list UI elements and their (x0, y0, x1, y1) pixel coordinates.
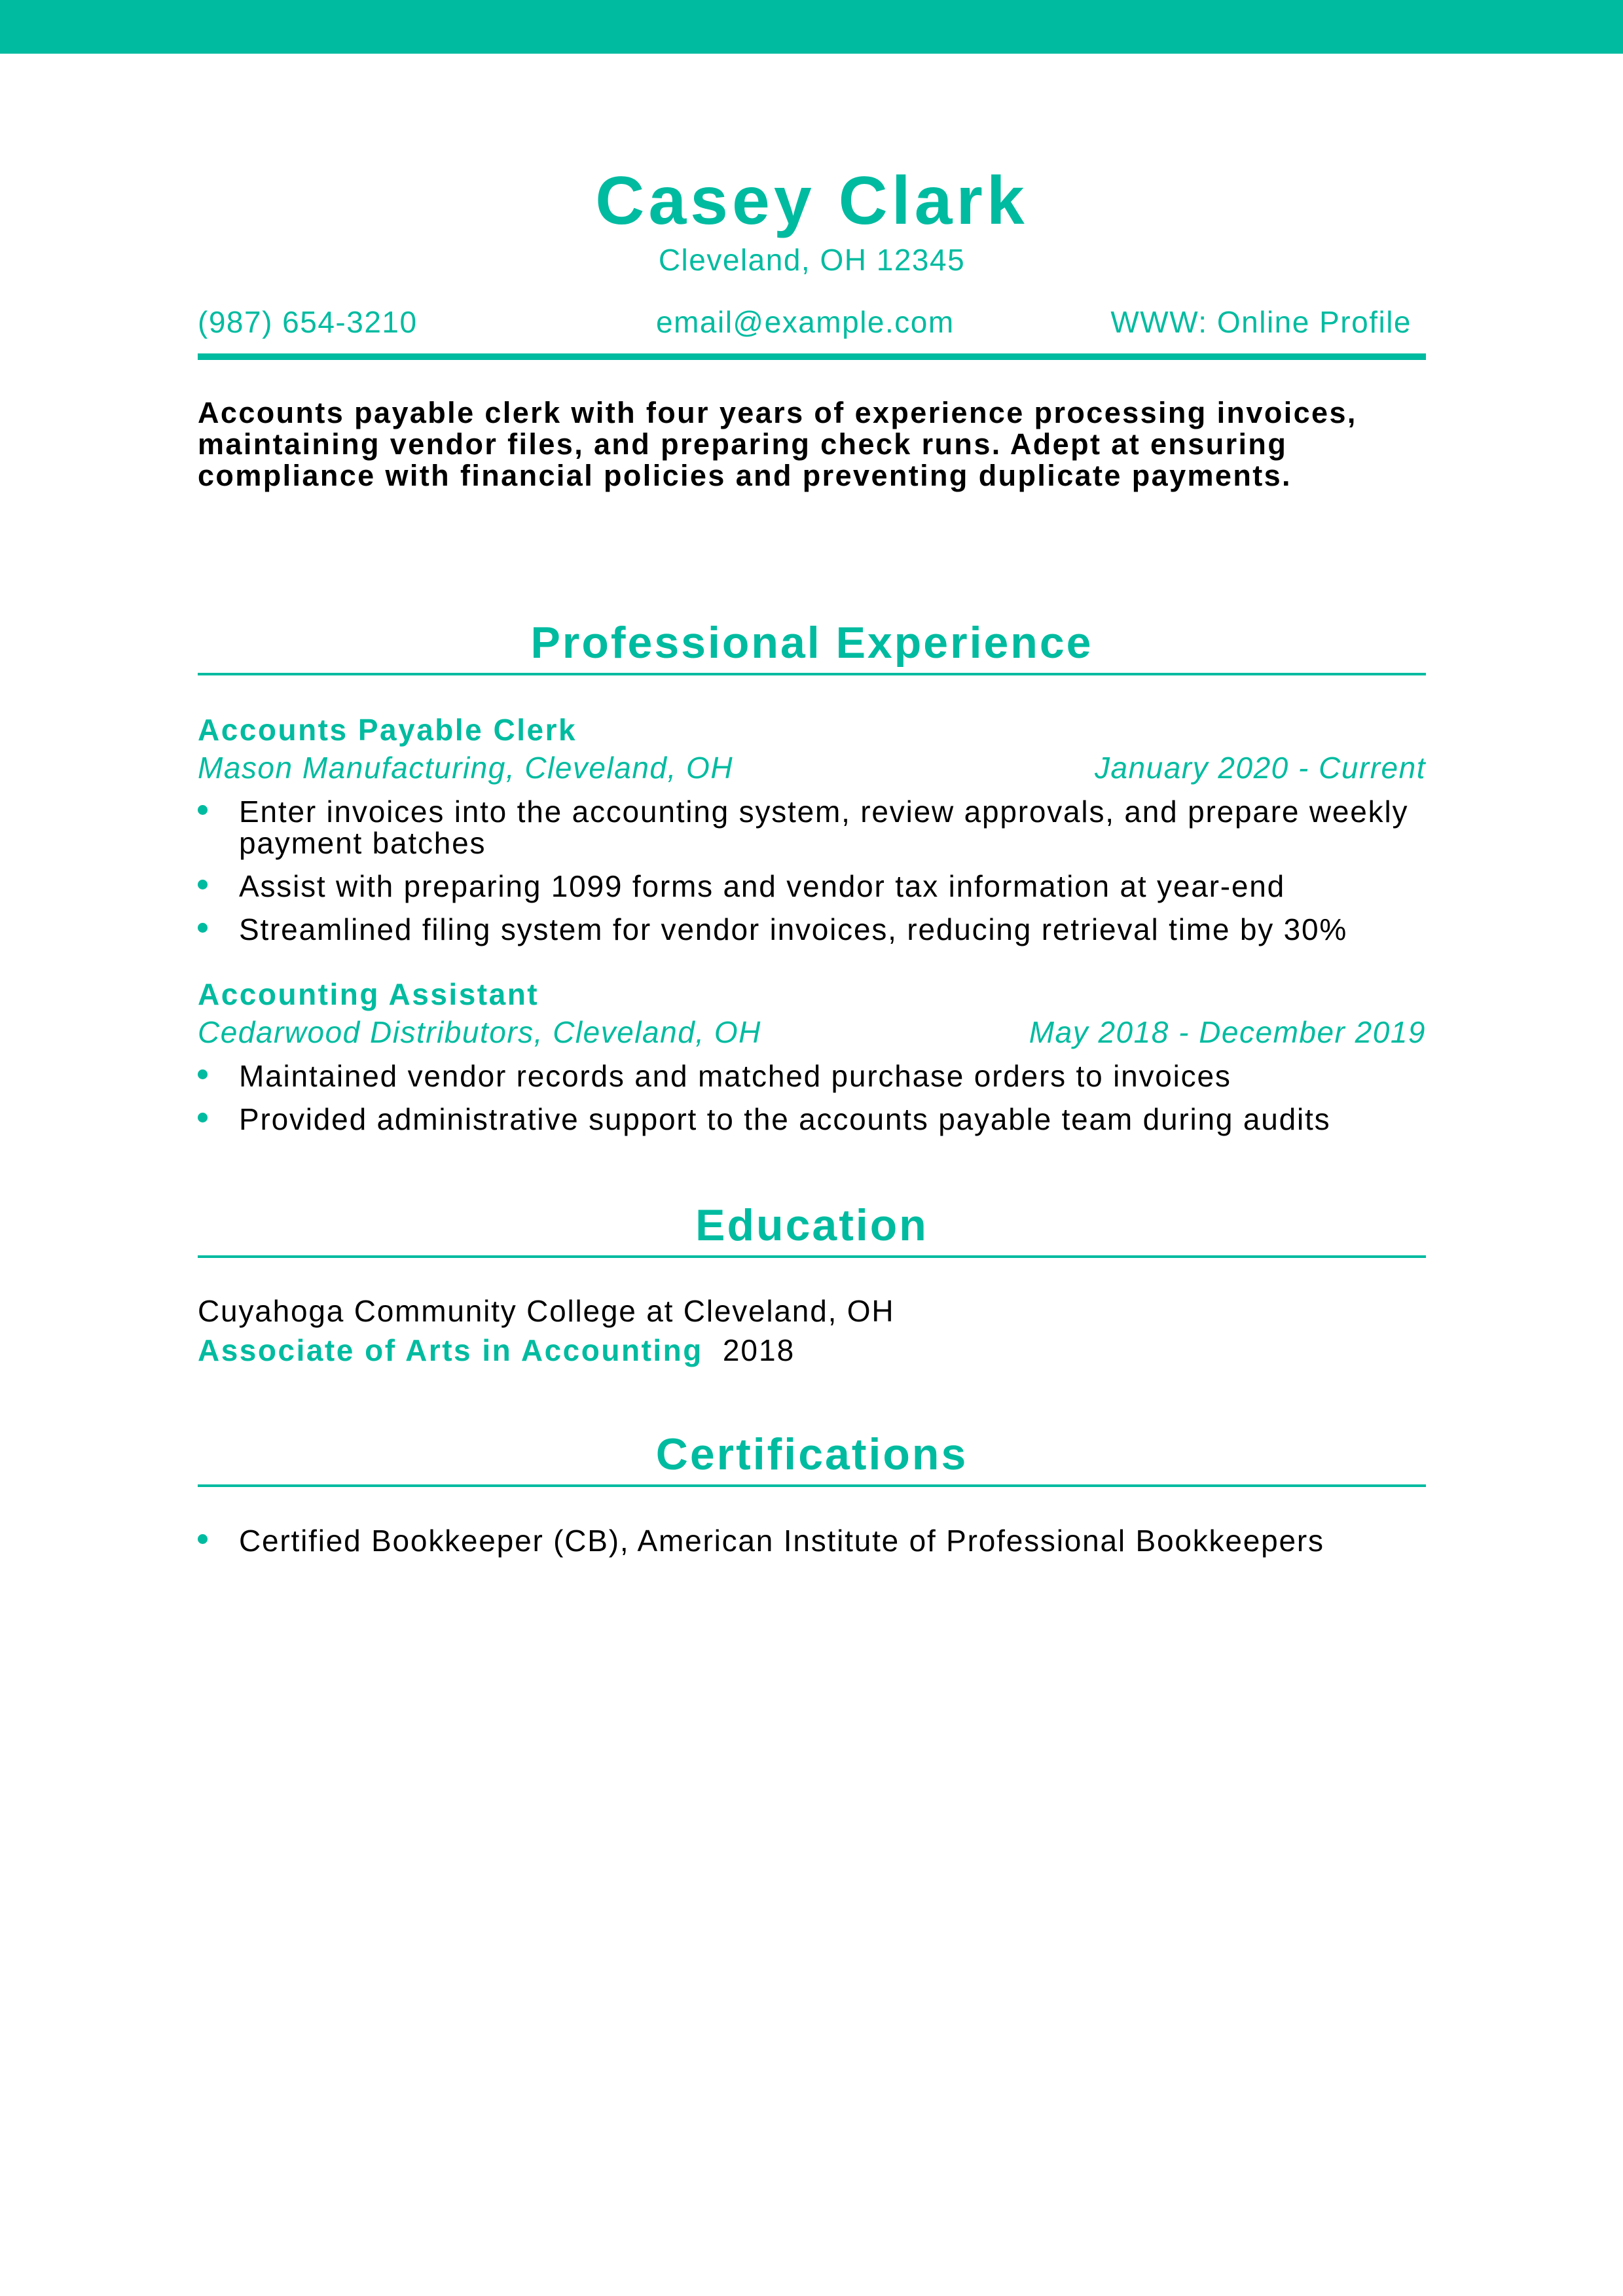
bullet-text: Provided administrative support to the accounts payable team during audits (239, 1102, 1331, 1136)
job-dates: May 2018 - December 2019 (1029, 1015, 1426, 1049)
bullet-text: Certified Bookkeeper (CB), American Institute of Professional Bookkeepers (239, 1524, 1324, 1558)
bullet-dot-icon (198, 1534, 208, 1544)
experience-heading: Professional Experience (530, 618, 1093, 668)
job-company: Cedarwood Distributors, Cleveland, OH (198, 1015, 761, 1049)
education-year: 2018 (722, 1333, 795, 1367)
list-item (198, 1060, 1426, 1092)
bullet-dot-icon (198, 1069, 208, 1079)
education-degree-row (198, 1335, 795, 1365)
job-company: Mason Manufacturing, Cleveland, OH (198, 751, 734, 785)
list-item (198, 914, 1426, 945)
top-accent-bar (0, 0, 1623, 54)
bullet-text: Assist with preparing 1099 forms and vendor tax information at year-end (239, 869, 1286, 903)
online-profile-link[interactable]: WWW: Online Profile (1110, 305, 1412, 339)
email-address[interactable]: email@example.com (656, 305, 955, 339)
job-title: Accounting Assistant (198, 977, 539, 1011)
candidate-address: Cleveland, OH 12345 (658, 243, 966, 277)
bullet-text: Maintained vendor records and matched purchase orders to invoices (239, 1059, 1231, 1093)
certifications-divider (198, 1484, 1426, 1487)
bullet-text: Streamlined filing system for vendor invoices, reducing retrieval time by 30% (239, 912, 1348, 946)
list-item (198, 870, 1426, 902)
education-school: Cuyahoga Community College at Cleveland, OH (198, 1294, 895, 1328)
bullet-dot-icon (198, 805, 208, 815)
education-degree: Associate of Arts in Accounting (198, 1333, 703, 1367)
job-title: Accounts Payable Clerk (198, 713, 577, 747)
education-divider (198, 1255, 1426, 1258)
bullet-dot-icon (198, 923, 208, 933)
job-bullets (198, 1060, 1426, 1135)
professional-summary: Accounts payable clerk with four years of experience processing invoices, maintaining vendor files, and preparing check runs. Adept at ensuring compliance with financial policies and preventing duplicate payments. (198, 396, 1357, 492)
job-bullets (198, 796, 1426, 945)
list-item (198, 1525, 1426, 1556)
phone-number: (987) 654-3210 (198, 305, 418, 339)
bullet-dot-icon (198, 1113, 208, 1122)
header-divider (198, 353, 1426, 360)
list-item (198, 1103, 1426, 1135)
list-item (198, 796, 1426, 859)
education-heading: Education (695, 1200, 928, 1250)
experience-divider (198, 673, 1426, 675)
contact-row (198, 307, 1426, 346)
candidate-name: Casey Clark (595, 163, 1029, 239)
job-dates: January 2020 - Current (1094, 751, 1426, 785)
certification-bullets (198, 1525, 1426, 1556)
bullet-text: Enter invoices into the accounting system, review approvals, and prepare weekly payment batches (239, 795, 1409, 860)
bullet-dot-icon (198, 880, 208, 889)
certifications-heading: Certifications (655, 1429, 968, 1479)
